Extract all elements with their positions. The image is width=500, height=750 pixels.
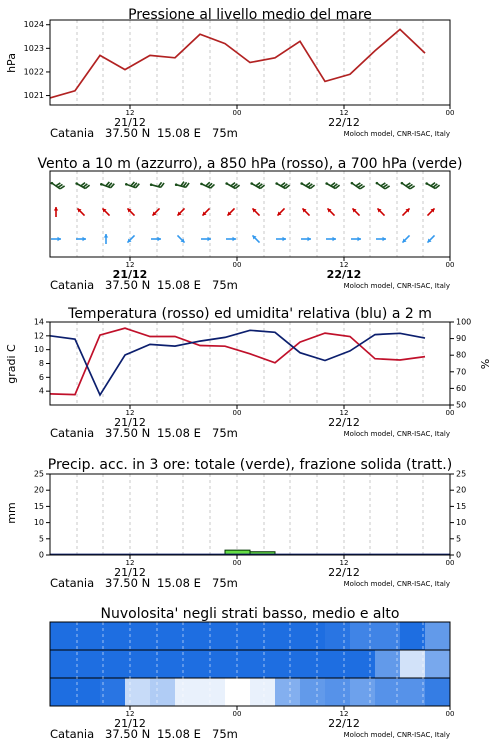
wind-arrow-850hpa [202,208,209,215]
pressure-model-credit: Moloch model, CNR-ISAC, Italy [343,130,450,138]
humidity-series-line [50,330,425,395]
wind-arrow-head [150,183,153,186]
cloud-cell-basso [50,678,76,706]
precip-plot-frame [50,474,450,555]
wind-arrow-head [58,237,62,241]
pressure-ytick-label: 1021 [23,91,44,101]
wind-arrow-700hpa [275,182,289,188]
wind-arrow-10m [252,235,259,242]
wind-arrow-700hpa [401,182,415,189]
temp-ytick-label: 6 [38,372,44,382]
wind-arrow-850hpa [227,208,234,215]
wind-date-label: 22/12 [326,268,362,281]
cloud-cell-basso [300,678,326,706]
cloud-cell-medio [225,650,251,678]
temp-rh-model-credit: Moloch model, CNR-ISAC, Italy [343,430,450,438]
cloud-cell-medio [400,650,426,678]
precip-ylabel: mm [5,502,18,524]
wind-arrow-head [351,182,354,185]
wind-arrow-head [51,182,54,185]
wind-arrow-head [208,237,212,241]
wind-arrow-head [158,237,162,241]
precip-location-name: Catania [50,576,95,590]
cloud-cell-basso [225,678,251,706]
wind-arrow-head [83,237,87,241]
cloud-xtick-label: 00 [232,710,242,718]
pressure-date-label: 22/12 [328,116,360,129]
cloud-cell-medio [75,650,101,678]
cloud-cell-basso [200,678,226,706]
temp-rh-xtick-label: 12 [125,409,135,417]
wind-arrow-700hpa [325,182,339,188]
temp-rh-xtick-label: 00 [445,409,455,417]
wind-xtick-label: 12 [339,261,349,269]
wind-arrow-head [125,183,128,186]
wind-arrow-850hpa [327,208,334,215]
wind-arrow-850hpa [127,208,134,215]
pressure-ytick-label: 1024 [23,20,44,30]
temp-ylabel: gradi C [5,344,18,384]
cloud-cell-basso [150,678,176,706]
precip-ytick-label: 5 [38,534,44,544]
wind-arrow-head [283,237,287,241]
rh-ytick-label: 90 [456,334,467,344]
wind-location-alt: 75m [212,278,238,292]
wind-arrow-head [333,237,337,241]
wind-location-lon: 15.08 E [157,278,201,292]
wind-xtick-label: 12 [125,261,135,269]
wind-arrow-head [100,183,103,186]
pressure-location-lat: 37.50 N [105,126,151,140]
cloud-location-name: Catania [50,727,95,741]
wind-arrow-850hpa [302,208,309,215]
cloud-location-lat: 37.50 N [105,727,151,741]
cloud-cell-medio [125,650,151,678]
cloud-cell-medio [50,650,76,678]
temp-rh-location-lat: 37.50 N [105,426,151,440]
wind-arrow-700hpa [250,182,264,188]
cloud-cell-medio [325,650,351,678]
precip-model-credit: Moloch model, CNR-ISAC, Italy [343,580,450,588]
wind-arrow-10m [127,235,134,242]
temp-ytick-label: 14 [33,317,44,327]
wind-arrow-head [233,237,237,241]
wind-arrow-850hpa [77,208,84,215]
precipitation-panel [5,457,466,590]
wind-arrow-850hpa [402,208,409,215]
cloud-cell-alto [300,622,326,650]
precip-ytick-label-right: 0 [456,550,462,560]
precip-xtick-label: 00 [445,559,455,567]
cloud-date-label: 21/12 [114,717,146,730]
pressure-ytick-label: 1022 [23,67,44,77]
cloud-cell-alto [350,622,376,650]
precip-ytick-label-right: 10 [456,518,467,528]
wind-arrow-850hpa [102,208,109,215]
pressure-xtick-label: 00 [232,109,242,117]
pressure-panel [5,7,454,140]
pressure-ylabel: hPa [5,53,18,73]
wind-arrow-700hpa [100,182,114,188]
precip-ytick-label-right: 20 [456,485,467,495]
cloud-cell-basso [100,678,126,706]
cloud-cell-medio [175,650,201,678]
wind-arrow-head [401,182,404,185]
wind-arrow-10m [201,237,211,241]
cloud-cell-alto [225,622,251,650]
wind-arrow-850hpa [377,208,384,215]
wind-arrow-700hpa [175,182,189,188]
rh-ytick-label: 50 [456,400,467,410]
wind-location-name: Catania [50,278,95,292]
wind-arrow-700hpa [351,182,365,189]
cloud-cell-alto [125,622,151,650]
precip-ytick-label: 25 [33,469,44,479]
cloud-cell-medio [350,650,376,678]
rh-ytick-label: 100 [456,317,472,327]
cloud-cell-alto [100,622,126,650]
pressure-title: Pressione al livello medio del mare [128,7,372,23]
wind-arrow-850hpa [152,208,159,215]
temp-rh-location-name: Catania [50,426,95,440]
wind-arrow-head [358,237,362,241]
temp-rh-location-alt: 75m [212,426,238,440]
cloud-location-lon: 15.08 E [157,727,201,741]
temp-rh-xtick-label: 00 [232,409,242,417]
precip-xtick-label: 12 [125,559,135,567]
temp-ytick-label: 12 [33,331,44,341]
cloud-cell-medio [300,650,326,678]
wind-arrow-700hpa [300,182,314,188]
precip-location-alt: 75m [212,576,238,590]
wind-arrow-700hpa [125,182,139,188]
precip-ytick-label: 20 [33,485,44,495]
cloud-cell-basso [325,678,351,706]
cloud-cell-alto [275,622,301,650]
temp-rh-date-label: 21/12 [114,416,146,429]
wind-arrow-head [54,207,58,211]
wind-arrow-10m [276,237,286,241]
precip-title: Precip. acc. in 3 ore: totale (verde), frazione solida (tratt.) [47,457,453,473]
wind-arrow-700hpa [75,182,89,188]
wind-model-credit: Moloch model, CNR-ISAC, Italy [343,282,450,290]
precip-date-label: 22/12 [328,566,360,579]
wind-arrow-10m [326,237,336,241]
cloud-cell-medio [100,650,126,678]
temp-rh-title: Temperatura (rosso) ed umidita' relativa (blu) a 2 m [68,306,432,322]
temp-rh-location-lon: 15.08 E [157,426,201,440]
rh-ytick-label: 60 [456,383,467,393]
temperature-humidity-panel [5,306,492,440]
pressure-series-line [50,29,425,98]
wind-arrow-850hpa [54,207,58,217]
precip-xtick-label: 12 [339,559,349,567]
cloud-cell-alto [75,622,101,650]
wind-arrow-10m [177,235,184,242]
precip-ytick-label-right: 5 [456,534,462,544]
wind-arrow-850hpa [277,208,284,215]
cloud-xtick-label: 00 [445,710,455,718]
cloud-title: Nuvolosita' negli strati basso, medio e alto [100,606,400,622]
pressure-date-label: 21/12 [114,116,146,129]
cloud-cell-medio [275,650,301,678]
cloud-xtick-label: 12 [125,710,135,718]
temp-rh-xtick-label: 12 [339,409,349,417]
wind-arrow-head [325,182,328,185]
precip-ytick-label: 15 [33,501,44,511]
cloud-location-alt: 75m [212,727,238,741]
wind-arrow-head [308,237,312,241]
wind-arrow-700hpa [51,182,65,189]
cloud-cell-medio [150,650,176,678]
cloud-cell-basso [400,678,426,706]
wind-arrow-head [275,182,278,185]
wind-arrow-10m [301,237,311,241]
wind-arrow-10m [151,237,161,241]
precip-ytick-label-right: 15 [456,501,467,511]
cloud-cell-alto [250,622,276,650]
temp-rh-date-label: 22/12 [328,416,360,429]
cloud-date-label: 22/12 [328,717,360,730]
wind-arrow-head [104,234,108,238]
cloud-cover-panel [50,606,454,741]
cloud-cell-basso [250,678,276,706]
cloud-cell-medio [250,650,276,678]
rh-ytick-label: 80 [456,350,467,360]
wind-arrow-10m [226,237,236,241]
pressure-location-lon: 15.08 E [157,126,201,140]
cloud-cell-alto [175,622,201,650]
wind-arrow-head [200,183,203,186]
cloud-cell-basso [425,678,451,706]
cloud-cell-alto [325,622,351,650]
temp-ytick-label: 4 [38,386,44,396]
pressure-xtick-label: 12 [125,109,135,117]
cloud-cell-alto [400,622,426,650]
pressure-xtick-label: 00 [445,109,455,117]
wind-date-label: 21/12 [112,268,148,281]
cloud-cell-basso [350,678,376,706]
precip-ytick-label: 0 [38,550,44,560]
pressure-location-name: Catania [50,126,95,140]
wind-arrow-10m [351,237,361,241]
temp-ytick-label: 8 [38,359,44,368]
pressure-location-alt: 75m [212,126,238,140]
pressure-xtick-label: 12 [339,109,349,117]
precip-location-lat: 37.50 N [105,576,151,590]
cloud-model-credit: Moloch model, CNR-ISAC, Italy [343,731,450,739]
rh-ytick-label: 70 [456,367,467,377]
precip-ytick-label: 10 [33,518,44,528]
precip-ytick-label-right: 25 [456,469,467,479]
cloud-cell-medio [200,650,226,678]
wind-arrow-head [376,182,379,185]
wind-arrow-head [225,182,228,185]
wind-arrow-head [383,237,387,241]
precip-location-lon: 15.08 E [157,576,201,590]
wind-arrow-700hpa [200,182,214,188]
wind-xtick-label: 00 [232,261,242,269]
wind-arrow-head [250,182,253,185]
wind-arrow-700hpa [376,182,390,189]
cloud-cell-medio [425,650,451,678]
temp-ytick-label: 10 [33,345,44,355]
wind-arrow-850hpa [352,208,359,215]
wind-arrow-700hpa [225,182,239,188]
cloud-cell-basso [75,678,101,706]
wind-arrow-10m [76,237,86,241]
cloud-cell-alto [150,622,176,650]
wind-arrow-700hpa [425,182,439,188]
wind-arrow-850hpa [177,208,184,215]
precip-xtick-label: 00 [232,559,242,567]
wind-arrow-10m [402,235,409,242]
wind-arrow-10m [376,237,386,241]
wind-arrow-head [425,182,428,185]
wind-location-lat: 37.50 N [105,278,151,292]
rh-ylabel: % [479,358,492,370]
wind-title: Vento a 10 m (azzurro), a 850 hPa (rosso), a 700 hPa (verde) [37,156,463,172]
wind-arrow-10m [104,234,108,244]
cloud-xtick-label: 12 [339,710,349,718]
wind-arrow-head [175,183,178,186]
cloud-cell-alto [200,622,226,650]
pressure-ytick-label: 1023 [23,43,44,53]
precip-date-label: 21/12 [114,566,146,579]
wind-arrow-850hpa [252,208,259,215]
wind-arrow-head [300,182,303,185]
cloud-cell-alto [50,622,76,650]
wind-arrow-850hpa [427,208,434,215]
cloud-cell-basso [175,678,201,706]
wind-arrow-10m [427,235,434,242]
cloud-cell-alto [425,622,451,650]
wind-arrow-head [75,182,78,185]
wind-xtick-label: 00 [445,261,455,269]
wind-panel [37,156,462,292]
wind-arrow-10m [51,237,61,241]
cloud-cell-basso [275,678,301,706]
cloud-cell-basso [125,678,151,706]
